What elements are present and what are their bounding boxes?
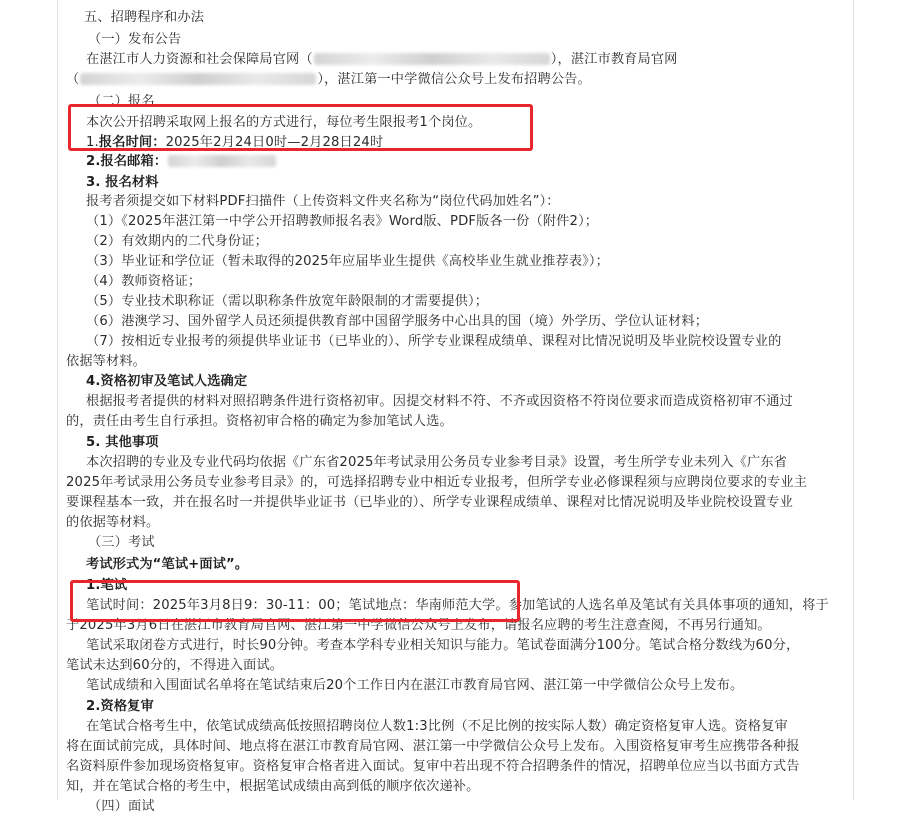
list-item: （1）《2025年湛江第一中学公开招聘教师报名表》Word版、PDF版各一份（附件2）； — [86, 214, 599, 229]
item-heading: 3. 报名材料 — [86, 175, 159, 190]
registration-highlight-box — [68, 104, 533, 151]
body-line: 2025年考试录用公务员专业参考目录》的，可选择招聘专业中相近专业报考，但所学专业必修课程须与应聘岗位要求的专业主 — [66, 475, 808, 490]
body-line: 根据报考者提供的材料对照招聘条件进行资格初审。因提交材料不符、不齐或因资格不符岗位要求而造成资格初审不通过 — [86, 394, 793, 409]
body-line: 笔试采取闭卷方式进行，时长90分钟。考查本学科专业相关知识与能力。笔试卷面满分100分。笔试合格分数线为60分， — [86, 638, 800, 653]
body-line: 本次公开招聘采取网上报名的方式进行，每位考生限报考1个岗位。 — [86, 115, 482, 130]
body-line: 名资料原件参加现场资格复审。资格复审合格者进入面试。复审中若出现不符合招聘条件的情况，招聘单位应当以书面方式告 — [66, 759, 800, 774]
item-heading: 5. 其他事项 — [86, 435, 159, 450]
body-line: 在笔试合格考生中，依笔试成绩高低按照招聘岗位人数1:3比例（不足比例的按实际人数）确定资格复审人选。资格复审 — [86, 719, 788, 734]
body-line: 要课程基本一致，并在报名时一并提供毕业证书（已毕业的）、所学专业课程成绩单、课程对比情况说明及毕业院校设置专业 — [66, 495, 793, 510]
body-line: 笔试时间：2025年3月8日9：30-11：00；笔试地点：华南师范大学。参加笔试的人选名单及笔试有关具体事项的通知，将于 — [86, 598, 829, 613]
body-line: 将在面试前完成，具体时间、地点将在湛江市教育局官网、湛江第一中学微信公众号上发布。入围资格复审考生应携带各种报 — [66, 739, 800, 754]
redacted-email — [168, 155, 276, 167]
item-heading: 1.报名时间：2025年2月24日0时—2月28日24时 — [86, 135, 384, 150]
body-line: 笔试未达到60分的，不得进入面试。 — [66, 658, 284, 673]
list-item: （2）有效期内的二代身份证； — [86, 234, 268, 249]
list-item: （3）毕业证和学位证（暂未取得的2025年应届毕业生提供《高校毕业生就业推荐表》）； — [86, 254, 609, 269]
item-heading: 2.报名邮箱： — [86, 152, 277, 172]
section-heading: 五、招聘程序和办法 — [84, 10, 205, 25]
body-line: 笔试成绩和入围面试名单将在笔试结束后20个工作日内在湛江市教育局官网、湛江第一中学微信公众号上发布。 — [86, 678, 744, 693]
redacted-url — [314, 53, 550, 65]
list-item: （5）专业技术职称证（需以职称条件放宽年龄限制的才需要提供）； — [86, 294, 489, 309]
body-line: 报考者须提交如下材料PDF扫描件（上传资料文件夹名称为“岗位代码加姓名”）： — [86, 194, 560, 209]
subsection-heading: （四）面试 — [88, 799, 155, 814]
written-exam-highlight-box — [70, 580, 520, 622]
body-line: 于2025年3月6日在湛江市教育局官网、湛江第一中学微信公众号上发布，请报名应聘的考生注意查阅，不再另行通知。 — [66, 618, 771, 633]
list-item: （6）港澳学习、国外留学人员还须提供教育部中国留学服务中心出具的国（境）外学历、学位认证材料； — [86, 314, 709, 329]
body-line: 的，责任由考生自行承担。资格初审合格的确定为参加笔试人选。 — [66, 414, 453, 429]
page-left-edge — [57, 0, 58, 800]
list-item: （4）教师资格证； — [86, 274, 202, 289]
exam-format: 考试形式为“笔试+面试”。 — [86, 557, 249, 572]
subsection-heading: （一）发布公告 — [88, 32, 182, 47]
body-line: （ ），湛江第一中学微信公众号上发布招聘公告。 — [66, 72, 591, 87]
body-line: 在湛江市人力资源和社会保障局官网（ ），湛江市教育局官网 — [86, 52, 678, 67]
redacted-url — [80, 73, 316, 85]
subsection-heading: （二）报名 — [88, 94, 155, 109]
page-right-edge — [853, 0, 854, 800]
body-line: 的依据等材料。 — [66, 515, 160, 530]
item-heading: 4.资格初审及笔试人选确定 — [86, 374, 248, 389]
item-heading: 1.笔试 — [86, 578, 128, 593]
subsection-heading: （三）考试 — [88, 535, 155, 550]
list-item: （7）按相近专业报考的须提供毕业证书（已毕业的）、所学专业课程成绩单、课程对比情况说明及毕业院校设置专业的 — [86, 334, 782, 349]
list-item-continued: 依据等材料。 — [66, 354, 147, 369]
body-line: 本次招聘的专业及专业代码均依据《广东省2025年考试录用公务员专业参考目录》设置，考生所学专业未列入《广东省 — [86, 455, 788, 470]
item-heading: 2.资格复审 — [86, 699, 154, 714]
body-line: 知，并在笔试合格的考生中，根据笔试成绩由高到低的顺序依次递补。 — [66, 779, 480, 794]
